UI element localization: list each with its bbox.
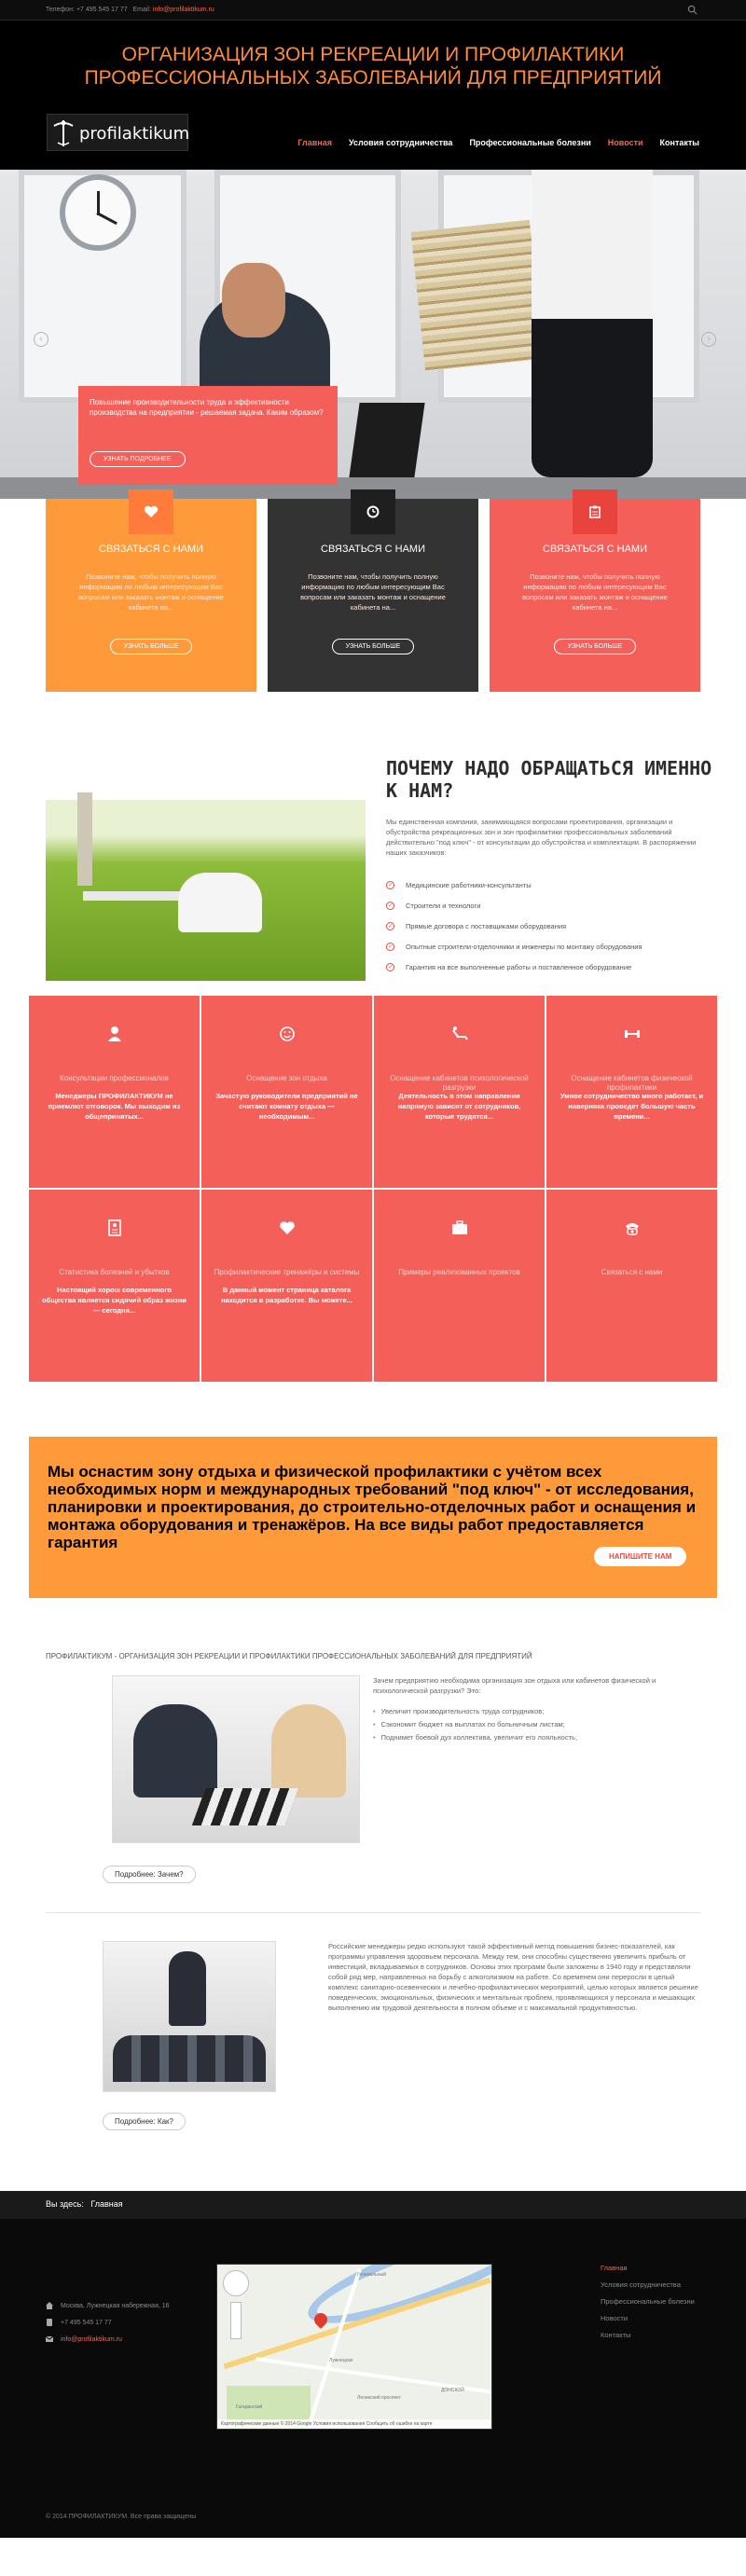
promo-banner	[29, 1437, 717, 1598]
map-label: ДОНСКОЙ	[441, 2388, 464, 2393]
hero-wall-clock	[60, 174, 136, 251]
chess-photo	[112, 1675, 360, 1843]
phone-number[interactable]: +7 495 545 17 77	[76, 7, 128, 13]
list-item: • Поднимет боевой дух коллектива, увеличит его лояльность;	[373, 1733, 577, 1746]
hero-caption	[78, 386, 338, 485]
footer-phone	[46, 2319, 112, 2326]
service-tile[interactable]	[201, 996, 372, 1188]
article-bullets	[373, 1707, 577, 1746]
site-header	[0, 21, 746, 170]
service-title: Связаться с нами	[601, 1268, 663, 1276]
card-text: Позвоните нам, чтобы получить полную информацию по любым интересующим Вас вопросам или заказать монтаж и оснащение кабинета на...	[300, 572, 446, 612]
phone-icon	[623, 1219, 642, 1237]
list-item: • Сэкономит бюджет на выплатах по больничным листам;	[373, 1720, 577, 1733]
footer-nav-diseases[interactable]: Профессиональные болезни	[601, 2297, 695, 2306]
why-us-section	[0, 751, 746, 986]
check-icon: ✓	[387, 923, 394, 930]
photo-coat-rack	[77, 792, 92, 886]
service-text: Настоящий хорош современного общества является сидячий образ жизни — сегодня...	[42, 1286, 186, 1315]
footer-address	[46, 2302, 170, 2309]
chevron-left-icon[interactable]: ‹	[34, 332, 48, 347]
mail-icon	[46, 2335, 53, 2343]
card-text: Позвоните нам, чтобы получить полную информацию по любым интересующим Вас вопросам или заказать монтаж и оснащение кабинета на...	[522, 572, 668, 612]
services-grid	[29, 996, 717, 1382]
clipboard-icon	[573, 489, 617, 534]
phone-icon	[46, 2319, 53, 2326]
card-title: СВЯЗАТЬСЯ С НАМИ	[99, 544, 203, 555]
service-title: Оснащение кабинетов физической профилактики	[571, 1074, 693, 1092]
card-text: Позвоните нам, чтобы получить полную информацию по любым интересующим Вас вопросам или заказать монтаж и оснащение кабинета на...	[78, 572, 224, 612]
phone-label: Телефон:	[46, 7, 75, 13]
hero-slider[interactable]	[0, 170, 746, 499]
service-text: В данный момент страница каталога находится в разработке. Вы можете...	[221, 1286, 352, 1304]
heart-icon	[129, 489, 173, 534]
card-more-button[interactable]: УЗНАТЬ БОЛЬШЕ	[332, 639, 415, 654]
check-icon: ✓	[387, 944, 394, 950]
breadcrumb-current[interactable]: Главная	[90, 2199, 123, 2209]
list-item	[386, 875, 642, 895]
write-us-button[interactable]: НАПИШИТЕ НАМ	[594, 1547, 686, 1566]
user-icon	[105, 1025, 124, 1043]
list-item-text: Опытные строители-отделочники и инженеры по монтажу оборудования	[406, 942, 642, 951]
list-item	[386, 936, 642, 957]
dumbbell-icon	[623, 1025, 642, 1043]
caduceus-icon	[51, 118, 76, 148]
list-item	[386, 916, 642, 936]
list-item	[386, 895, 642, 916]
list-item: • Увеличит производительность труда сотрудников;	[373, 1707, 577, 1720]
service-tile[interactable]	[374, 1190, 545, 1382]
photo-chair	[178, 873, 262, 932]
article-why	[0, 1660, 746, 1912]
contact-card	[46, 499, 256, 692]
hero-caption-text: Повышение производительности труда и эффективности производства на предприятии - решаемая задача. Каким образом?	[90, 398, 324, 417]
learn-more-button[interactable]: УЗНАТЬ ПОДРОБНЕЕ	[90, 451, 186, 467]
service-tile[interactable]	[29, 996, 200, 1188]
article-text: Зачем предприятию необходима организация зон отдыха или кабинетов физической и психологической разгрузки? Это:	[373, 1676, 656, 1695]
footer-nav-contacts[interactable]: Контакты	[601, 2331, 631, 2339]
address-text: Москва, Лужнецкая набережная, 16	[61, 2302, 170, 2309]
report-icon	[105, 1219, 124, 1237]
article-how	[0, 1913, 746, 2183]
banner-text: Мы оснастим зону отдыха и физической профилактики с учётом всех необходимых норм и международных требований "под ключ" - от исследования, планировки и проектирования, до строительно-отделочных работ и оснащения и монтажа оборудования и тренажёров. На все виды работ предоставляется гарантия	[48, 1463, 697, 1551]
contact-cards	[0, 499, 746, 692]
hero-woman	[532, 170, 653, 477]
list-item-text: Прямые договора с поставщиками оборудования	[406, 921, 567, 930]
breadcrumb-label: Вы здесь:	[46, 2199, 84, 2209]
heart-outline-icon	[278, 1219, 297, 1237]
office-on-grass-photo	[46, 751, 366, 981]
why-text: Мы единственная компания, занимающаяся вопросами проектирования, организации и обустройства рекреационных зон и зон профилактики профессиональных заболеваний действительно "под ключ" - от консультации до обустройства и комплектации. В распоряжении наших заказчиков:	[386, 818, 697, 857]
check-icon: ✓	[387, 902, 394, 909]
nav-item-contacts[interactable]: Контакты	[659, 138, 699, 147]
list-item	[386, 957, 642, 977]
lounge-chair-icon	[450, 1025, 469, 1043]
nav-item-terms[interactable]: Условия сотрудничества	[349, 138, 453, 147]
photo-standing-man	[169, 1951, 206, 2026]
sleeping-office-photo	[103, 1941, 276, 2092]
clock-icon	[351, 489, 395, 534]
nav-item-news[interactable]: Новости	[607, 138, 643, 147]
list-item-text: Строители и технологи	[406, 901, 481, 910]
email-label: Email:	[132, 7, 151, 13]
hero-man-head	[222, 263, 285, 337]
card-title: СВЯЗАТЬСЯ С НАМИ	[321, 544, 425, 555]
service-tile[interactable]	[374, 996, 545, 1188]
smile-icon	[278, 1025, 297, 1043]
read-more-how-button[interactable]: Подробнее: Как?	[103, 2113, 186, 2130]
photo-woman	[271, 1704, 346, 1798]
top-bar	[0, 0, 746, 21]
footer-nav-news[interactable]: Новости	[601, 2314, 629, 2322]
chevron-right-icon[interactable]: ›	[701, 332, 716, 347]
nav-item-home[interactable]: Главная	[297, 138, 332, 147]
footer-nav	[601, 2264, 695, 2348]
check-icon: ✓	[387, 964, 394, 971]
nav-item-diseases[interactable]: Профессиональные болезни	[469, 138, 591, 147]
service-title: Примеры реализованных проектов	[398, 1268, 520, 1276]
copyright: © 2014 ПРОФИЛАКТИКУМ. Все права защищены	[46, 2514, 197, 2520]
hero-laptop	[349, 403, 424, 477]
footer-nav-home[interactable]: Главная	[601, 2264, 628, 2272]
email-text[interactable]: info@profilaktikum.ru	[61, 2335, 122, 2343]
location-map[interactable]	[216, 2264, 492, 2430]
check-icon: ✓	[387, 882, 394, 889]
photo-chessboard	[192, 1788, 299, 1825]
phone-text[interactable]: +7 495 545 17 77	[61, 2319, 112, 2326]
card-title: СВЯЗАТЬСЯ С НАМИ	[543, 544, 647, 555]
service-text: Зачастую руководители предприятий не считают комнату отдыха — необходимым...	[215, 1092, 358, 1121]
service-title: Статистика болезней и убытков	[59, 1268, 170, 1276]
service-title: Оснащение зон отдыха	[246, 1074, 327, 1082]
hero-paper-stack	[411, 220, 545, 372]
map-label: Ленинский проспект	[357, 2395, 401, 2401]
map-zoom-control[interactable]	[230, 2302, 242, 2339]
article-text: Российские менеджеры редко используют такой эффективный метод повышения бизнес-показателей, как программы управления здоровьем персонала. Между тем, они способны существенно увеличить прибыль от инвестиций, вкладываемых в сотрудников. Основы этих программ были заложены в 1940 году и представляли собой ряд мер, направленных на борьбу с алкоголизмом на работе. Со временем они переросли в целый комплекс санитарно-осевенческих и лечебно-профилактических мероприятий, целью которых является решение поведенческих, эмоциональных, физических и ментальных проблем, проявляющихся у персонала и мешающих выполнению им трудовой деятельности в полном объеме и с максимальной продуктивностью.	[328, 1942, 698, 2012]
photo-man	[133, 1704, 217, 1798]
service-text: Умное сотрудничество много работает, и наверняка проведет большую часть времени...	[560, 1092, 704, 1121]
articles-heading: ПРОФИЛАКТИКУМ - ОРГАНИЗАЦИЯ ЗОН РЕКРЕАЦИИ И ПРОФИЛАКТИКИ ПРОФЕССИОНАЛЬНЫХ ЗАБОЛЕВАНИЙ ДЛЯ ПРЕДПРИЯТИЙ	[46, 1652, 532, 1660]
main-nav	[297, 138, 699, 147]
map-label: Лужнецкая	[329, 2358, 353, 2363]
why-list	[386, 875, 642, 977]
briefcase-icon	[450, 1219, 469, 1237]
service-text: Менеджеры ПРОФИЛАКТИКУМ не приемлют отговорок. Мы выходим из общепринятых...	[48, 1092, 181, 1121]
email-link[interactable]: info@profilaktikum.ru	[152, 7, 214, 13]
service-title: Оснащение кабинетов психологической разгрузки	[390, 1074, 529, 1092]
list-item-text: Гарантия на все выполненные работы и поставленное оборудование	[406, 962, 632, 971]
site-footer	[0, 2219, 746, 2538]
map-label: Генеральный	[357, 2272, 386, 2278]
contact-card	[268, 499, 478, 692]
map-attribution: Картографические данные © 2014 Google Условия использования Сообщить об ошибке на карте	[217, 2419, 491, 2429]
site-title: ОРГАНИЗАЦИЯ ЗОН РЕКРЕАЦИИ И ПРОФИЛАКТИКИ ПРОФЕССИОНАЛЬНЫХ ЗАБОЛЕВАНИЙ ДЛЯ ПРЕДПРИЯТИЙ	[84, 44, 662, 89]
contact-card	[490, 499, 700, 692]
home-icon	[46, 2302, 53, 2309]
footer-email	[46, 2335, 122, 2343]
service-text: Деятельность в этом направлении напрямую зависит от сотрудников, которые трудятся...	[397, 1092, 521, 1121]
logo-text: profilaktikum	[79, 124, 190, 144]
service-title: Профилактические тренажёры и системы	[214, 1268, 360, 1276]
top-contact	[46, 7, 214, 13]
card-more-button[interactable]: УЗНАТЬ БОЛЬШЕ	[554, 639, 637, 654]
search-icon[interactable]	[687, 5, 698, 15]
photo-sleeping-people	[113, 2035, 266, 2082]
read-more-why-button[interactable]: Подробнее: Зачем?	[103, 1866, 196, 1883]
service-tile[interactable]	[546, 1190, 717, 1382]
card-more-button[interactable]: УЗНАТЬ БОЛЬШЕ	[110, 639, 193, 654]
footer-nav-terms[interactable]: Условия сотрудничества	[601, 2280, 681, 2289]
breadcrumb	[0, 2191, 746, 2219]
list-item-text: Медицинские работники-консультанты	[406, 880, 532, 889]
service-tile[interactable]	[546, 996, 717, 1188]
map-label: Гагаринский	[236, 2404, 263, 2410]
service-tile[interactable]	[201, 1190, 372, 1382]
map-pan-control[interactable]	[223, 2270, 249, 2296]
service-tile[interactable]	[29, 1190, 200, 1382]
site-logo[interactable]	[47, 114, 188, 151]
service-title: Консультации профессионалов	[60, 1074, 169, 1082]
why-title: ПОЧЕМУ НАДО ОБРАЩАТЬСЯ ИМЕННО К НАМ?	[386, 757, 712, 802]
